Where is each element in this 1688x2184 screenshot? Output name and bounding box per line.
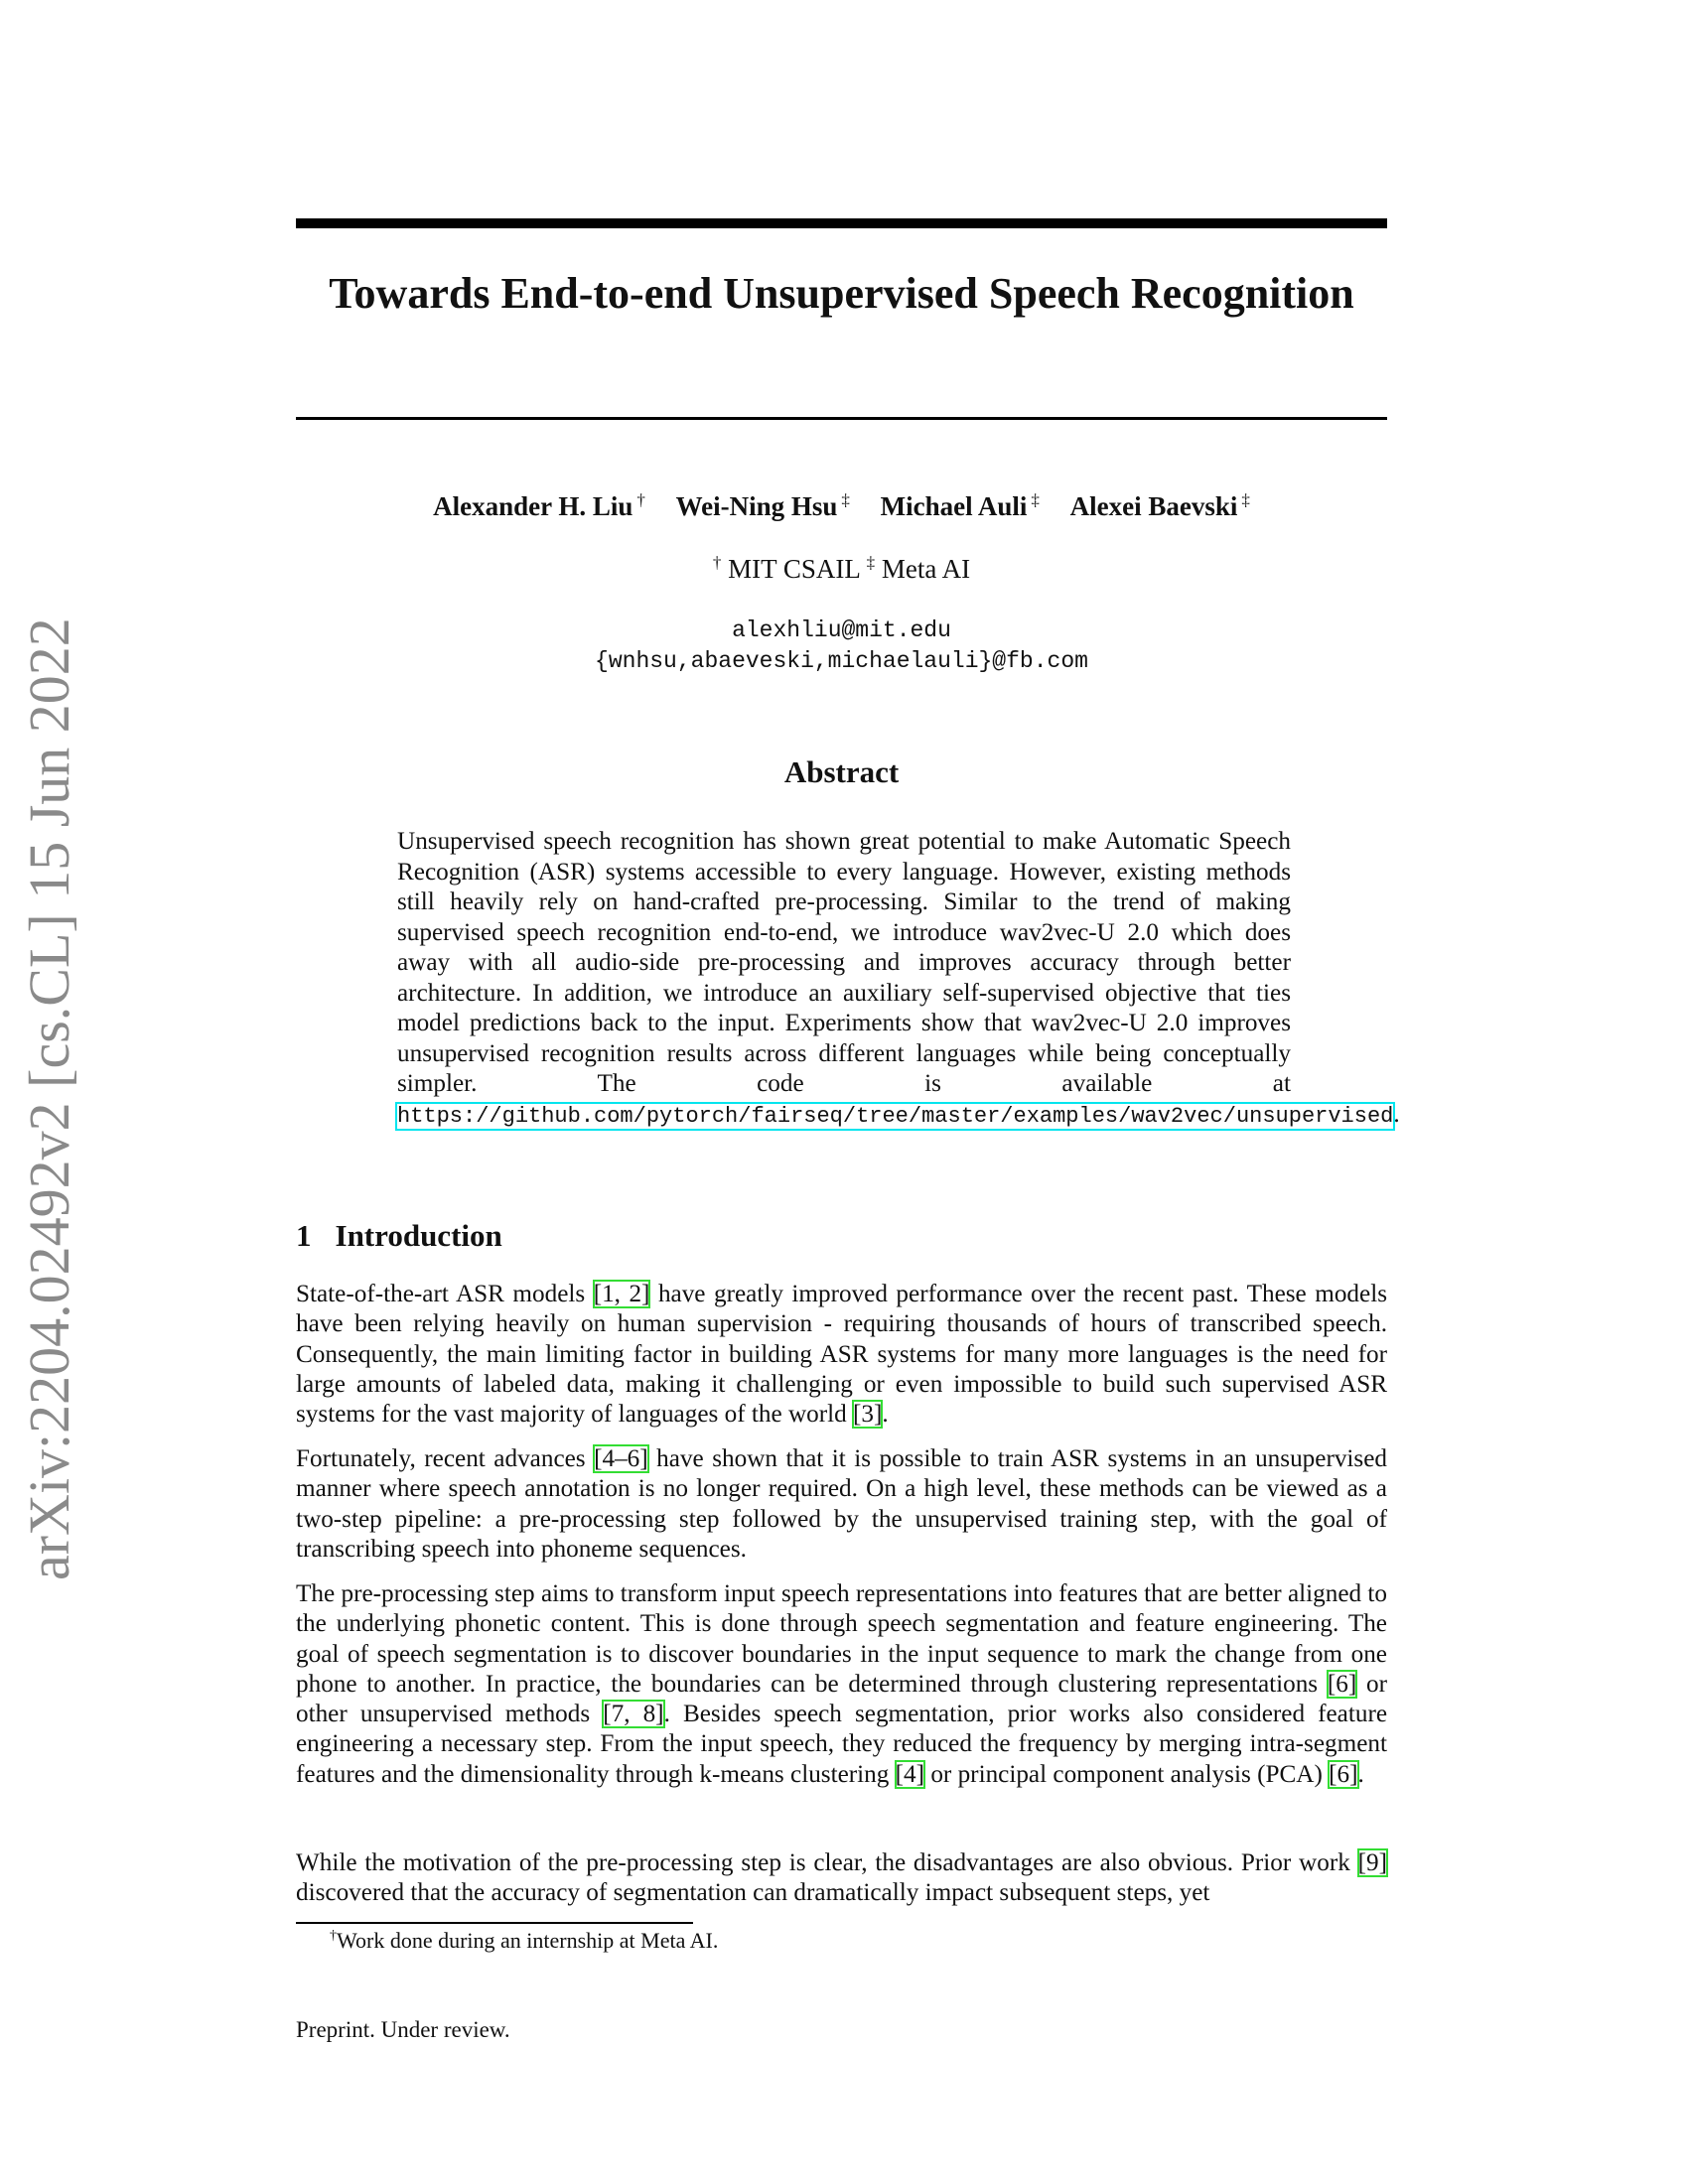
- intro-paragraph-2: Fortunately, recent advances [4–6] have shown that it is possible to train ASR systems in an unsupervised manner where speech annotation is no longer required. On a high level, these methods can be viewed as a two-step pipeline: a pre-processing step followed by the unsupervised training step, with the goal of transcribing speech into phoneme sequences.: [296, 1445, 1388, 1563]
- title-bottom-rule: [296, 417, 1387, 420]
- paper-title: Towards End-to-end Unsupervised Speech Recognition: [329, 269, 1354, 318]
- citation-link[interactable]: [4–6]: [594, 1445, 648, 1472]
- intro-paragraph-3: The pre-processing step aims to transform input speech representations into features that are better aligned to the underlying phonetic content. This is done through speech segmentation and feature engineering. The goal of speech segmentation is to discover boundaries in the input sequence to mark the change from one phone to another. In practice, the boundaries can be determined through clustering representations [6] or other unsupervised methods [7, 8]. Besides speech segmentation, prior works also considered feature engineering a necessary step. From the input speech, they reduced the frequency by merging intra-segment features and the dimensionality through k-means clustering [4] or principal component analysis (PCA) [6].: [296, 1580, 1388, 1788]
- email-primary[interactable]: alexhliu@mit.edu: [732, 617, 951, 643]
- abstract-text: Unsupervised speech recognition has shown great potential to make Automatic Speech Recognition (ASR) systems accessible to every language. However, existing methods still heavily rely on hand-crafted pre-processing. Similar to the trend of making supervised speech recognition end-to-end, we introduce wav2vec-U 2.0 which does away with all audio-side pre-processing and improves accuracy through better architecture. In addition, we introduce an auxiliary self-supervised objective that ties model predictions back to the input. Experiments show that wav2vec-U 2.0 improves unsupervised recognition results across different languages while being conceptually simpler. The code is available at: [397, 828, 1291, 1097]
- author: Alexander H. Liu †: [433, 490, 645, 521]
- citation-link[interactable]: [6]: [1327, 1670, 1357, 1698]
- author-list: [296, 490, 1387, 522]
- citation-link[interactable]: [9]: [1357, 1849, 1387, 1876]
- author: Michael Auli ‡: [880, 490, 1040, 521]
- author: Wei-Ning Hsu ‡: [675, 490, 850, 521]
- citation-link[interactable]: [6]: [1329, 1760, 1358, 1788]
- section-heading-introduction: 1 Introduction: [296, 1218, 502, 1253]
- email-secondary[interactable]: {wnhsu,abaeveski,michaelauli}@fb.com: [595, 648, 1088, 674]
- citation-link[interactable]: [1, 2]: [593, 1281, 650, 1307]
- citation-link[interactable]: [4]: [895, 1760, 925, 1788]
- intro-paragraph-1: State-of-the-art ASR models [1, 2] have greatly improved performance over the recent past. These models have been relying heavily on human supervision - requiring thousands of hours of transcribed speech. Consequently, the main limiting factor in building ASR systems for many more languages is the need for large amounts of labeled data, making it challenging or even impossible to build such supervised ASR systems for the vast majority of languages of the world [3].: [296, 1281, 1387, 1429]
- citation-link[interactable]: [3]: [853, 1401, 883, 1429]
- abstract-body: Unsupervised speech recognition has shown great potential to make Automatic Speech Recognition (ASR) systems accessible to every language. However, existing methods still heavily rely on hand-crafted pre-processing. Similar to the trend of making supervised speech recognition end-to-end, we introduce wav2vec-U 2.0 which does away with all audio-side pre-processing and improves accuracy through better architecture. In addition, we introduce an auxiliary self-supervised objective that ties model predictions back to the input. Experiments show that wav2vec-U 2.0 improves unsupervised recognition results across different languages while being conceptually simpler. The code is available at https://github.com/pytorch/fairseq/tree/master/examples/wav2vec/unsupervised.: [397, 828, 1400, 1129]
- arxiv-stamp: arXiv:2204.02492v2 [cs.CL] 15 Jun 2022: [17, 617, 81, 1580]
- abstract-heading: Abstract: [783, 754, 900, 789]
- footnote-rule: [296, 1922, 693, 1924]
- citation-link[interactable]: [7, 8]: [603, 1701, 664, 1728]
- code-link[interactable]: https://github.com/pytorch/fairseq/tree/master/examples/wav2vec/unsupervised: [397, 1103, 1394, 1129]
- footnote: †Work done during an internship at Meta AI.: [330, 1928, 719, 1953]
- title-top-rule: [296, 218, 1387, 228]
- affiliations: † MIT CSAIL ‡ Meta AI: [712, 553, 971, 584]
- intro-paragraph-4: While the motivation of the pre-processing step is clear, the disadvantages are also obvious. Prior work [9] discovered that the accuracy of segmentation can dramatically impact subsequent steps, yet: [296, 1849, 1387, 1907]
- preprint-note: Preprint. Under review.: [296, 2017, 510, 2042]
- author: Alexei Baevski ‡: [1069, 490, 1250, 521]
